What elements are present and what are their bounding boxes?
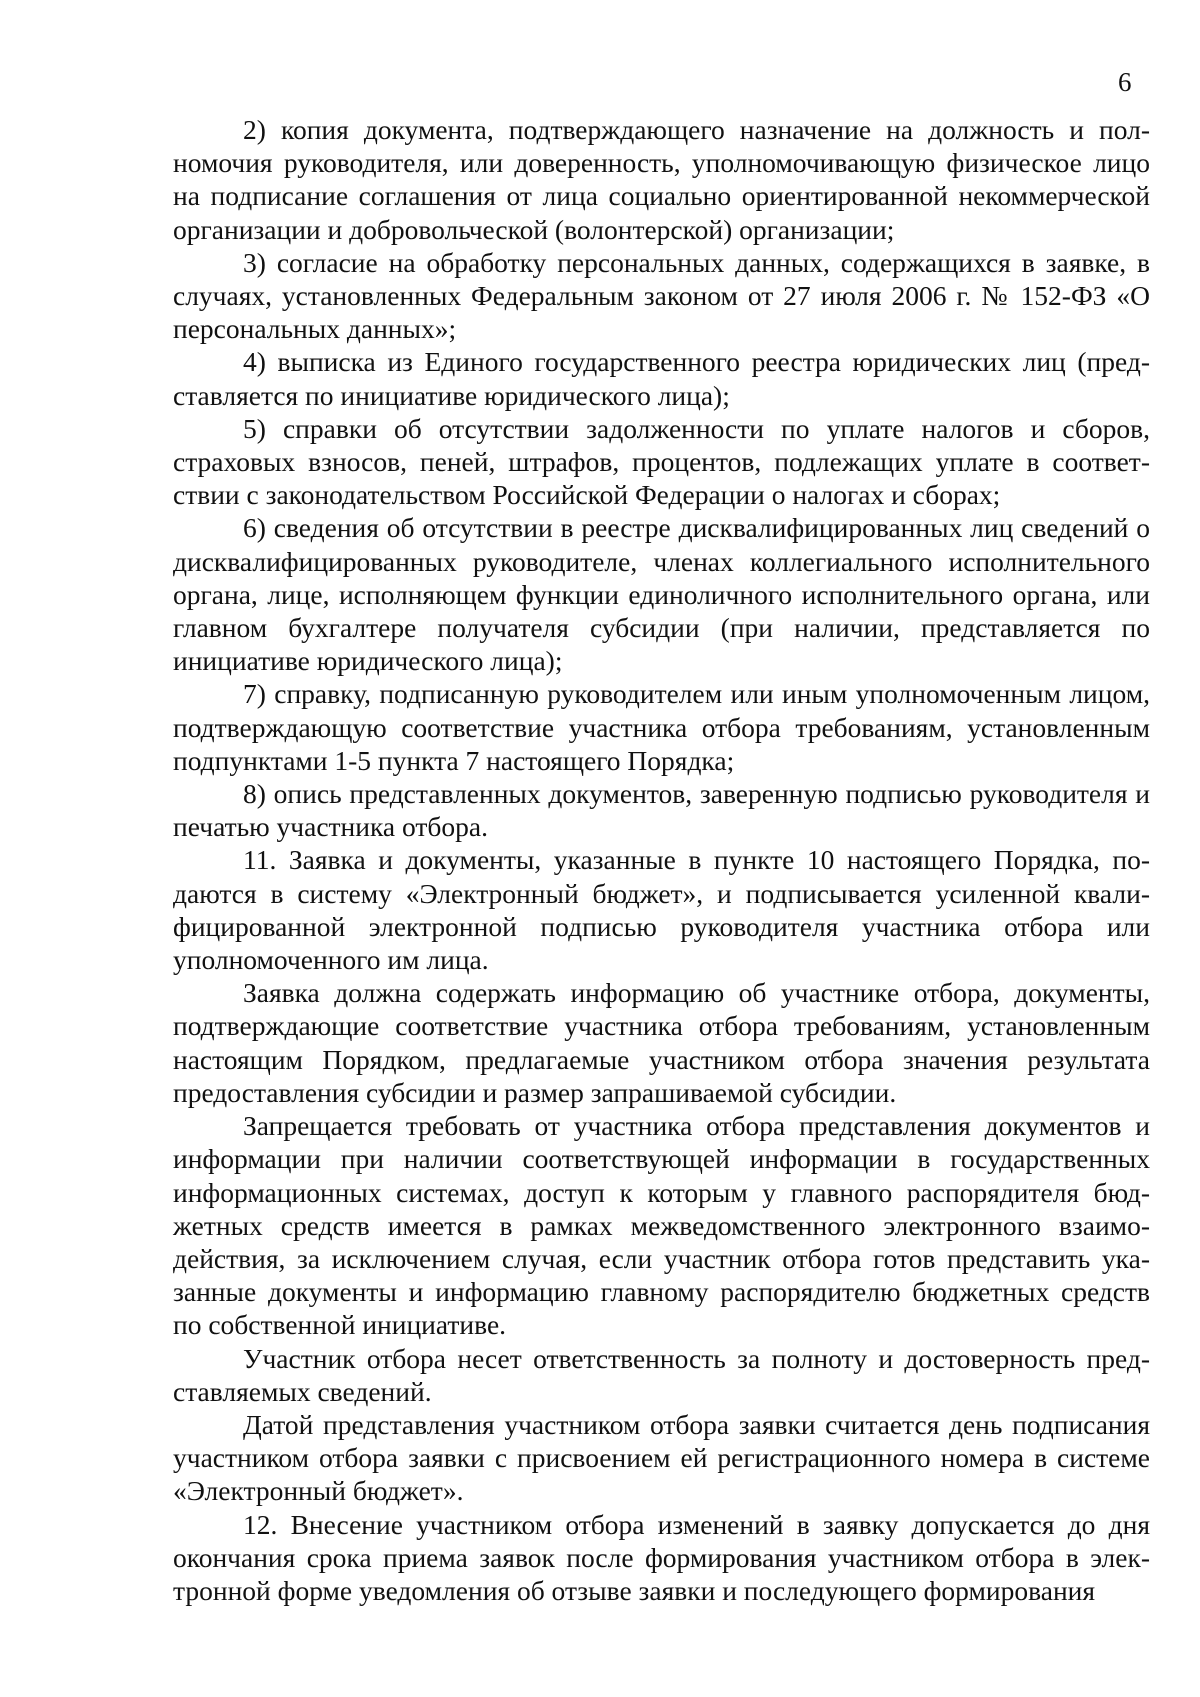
paragraph-application-content: Заявка должна содержать информацию об участнике отбора, документы, подтверждающие соответствие участника отбора требованиям, установленным настоящим Порядком, предлагаемые участником отбора значения результата предоставления субсидии и размер запрашиваемой субсидии. [173, 977, 1150, 1108]
paragraph-clause-12: 12. Внесение участником отбора изменений в заявку допускается до дня окончания срока приема заявок после формирования участником отбора в электронной форме уведомления об отзыве заявки и последующего формирования [173, 1508, 1150, 1606]
paragraph-prohibition: Запрещается требовать от участника отбора представления документов и информации при наличии соответствующей информации в государственных информационных системах, доступ к которым у главного распорядителя бюджетных средств имеется в рамках межведомственного электронного взаимодействия, за исключением случая, если участник отбора готов представить указанные документы и информацию главному распорядителю бюджетных средств по собственной инициативе. [173, 1110, 1150, 1341]
paragraph-responsibility: Участник отбора несет ответственность за полноту и достоверность представляемых сведений. [173, 1342, 1150, 1407]
page-number: 6 [1118, 67, 1132, 97]
paragraph-item-3: 3) согласие на обработку персональных данных, содержащихся в заявке, в случаях, установленных Федеральным законом от 27 июля 2006 г. № 152-ФЗ «О персональных данных»; [173, 246, 1150, 345]
paragraph-item-5: 5) справки об отсутствии задолженности по уплате налогов и сборов, страховых взносов, пеней, штрафов, процентов, подлежащих уплате в соответствии с законодательством Российской Федерации о налогах и сборах; [173, 412, 1150, 511]
paragraph-item-7: 7) справку, подписанную руководителем или иным уполномоченным лицом, подтверждающую соответствие участника отбора требованиям, установленным подпунктами 1-5 пункта 7 настоящего Порядка; [173, 678, 1150, 776]
document-body [173, 113, 1150, 1607]
paragraph-item-8: 8) опись представленных документов, заверенную подписью руководителя и печатью участника отбора. [173, 778, 1150, 843]
paragraph-submission-date: Датой представления участником отбора заявки считается день подписания участником отбора заявки с присвоением ей регистрационного номера в системе «Электронный бюджет». [173, 1408, 1150, 1507]
paragraph-clause-11: 11. Заявка и документы, указанные в пункте 10 настоящего Порядка, подаются в систему «Электронный бюджет», и подписывается усиленной квалифицированной электронной подписью руководителя участника отбора или уполномоченного им лица. [173, 844, 1150, 976]
paragraph-item-4: 4) выписка из Единого государственного реестра юридических лиц (представляется по инициативе юридического лица); [173, 346, 1150, 411]
paragraph-item-2: 2) копия документа, подтверждающего назначение на должность и полномочия руководителя, или доверенность, уполномочивающую физическое лицо на подписание соглашения от лица социально ориентированной некоммерческой организации и добровольческой (волонтерской) организации; [173, 114, 1150, 245]
paragraph-item-6: 6) сведения об отсутствии в реестре дисквалифицированных лиц сведений о дисквалифицированных руководителе, членах коллегиального исполнительного органа, лице, исполняющем функции единоличного исполнительного органа, или главном бухгалтере получателя субсидии (при наличии, представляется по инициативе юридического лица); [173, 512, 1150, 677]
